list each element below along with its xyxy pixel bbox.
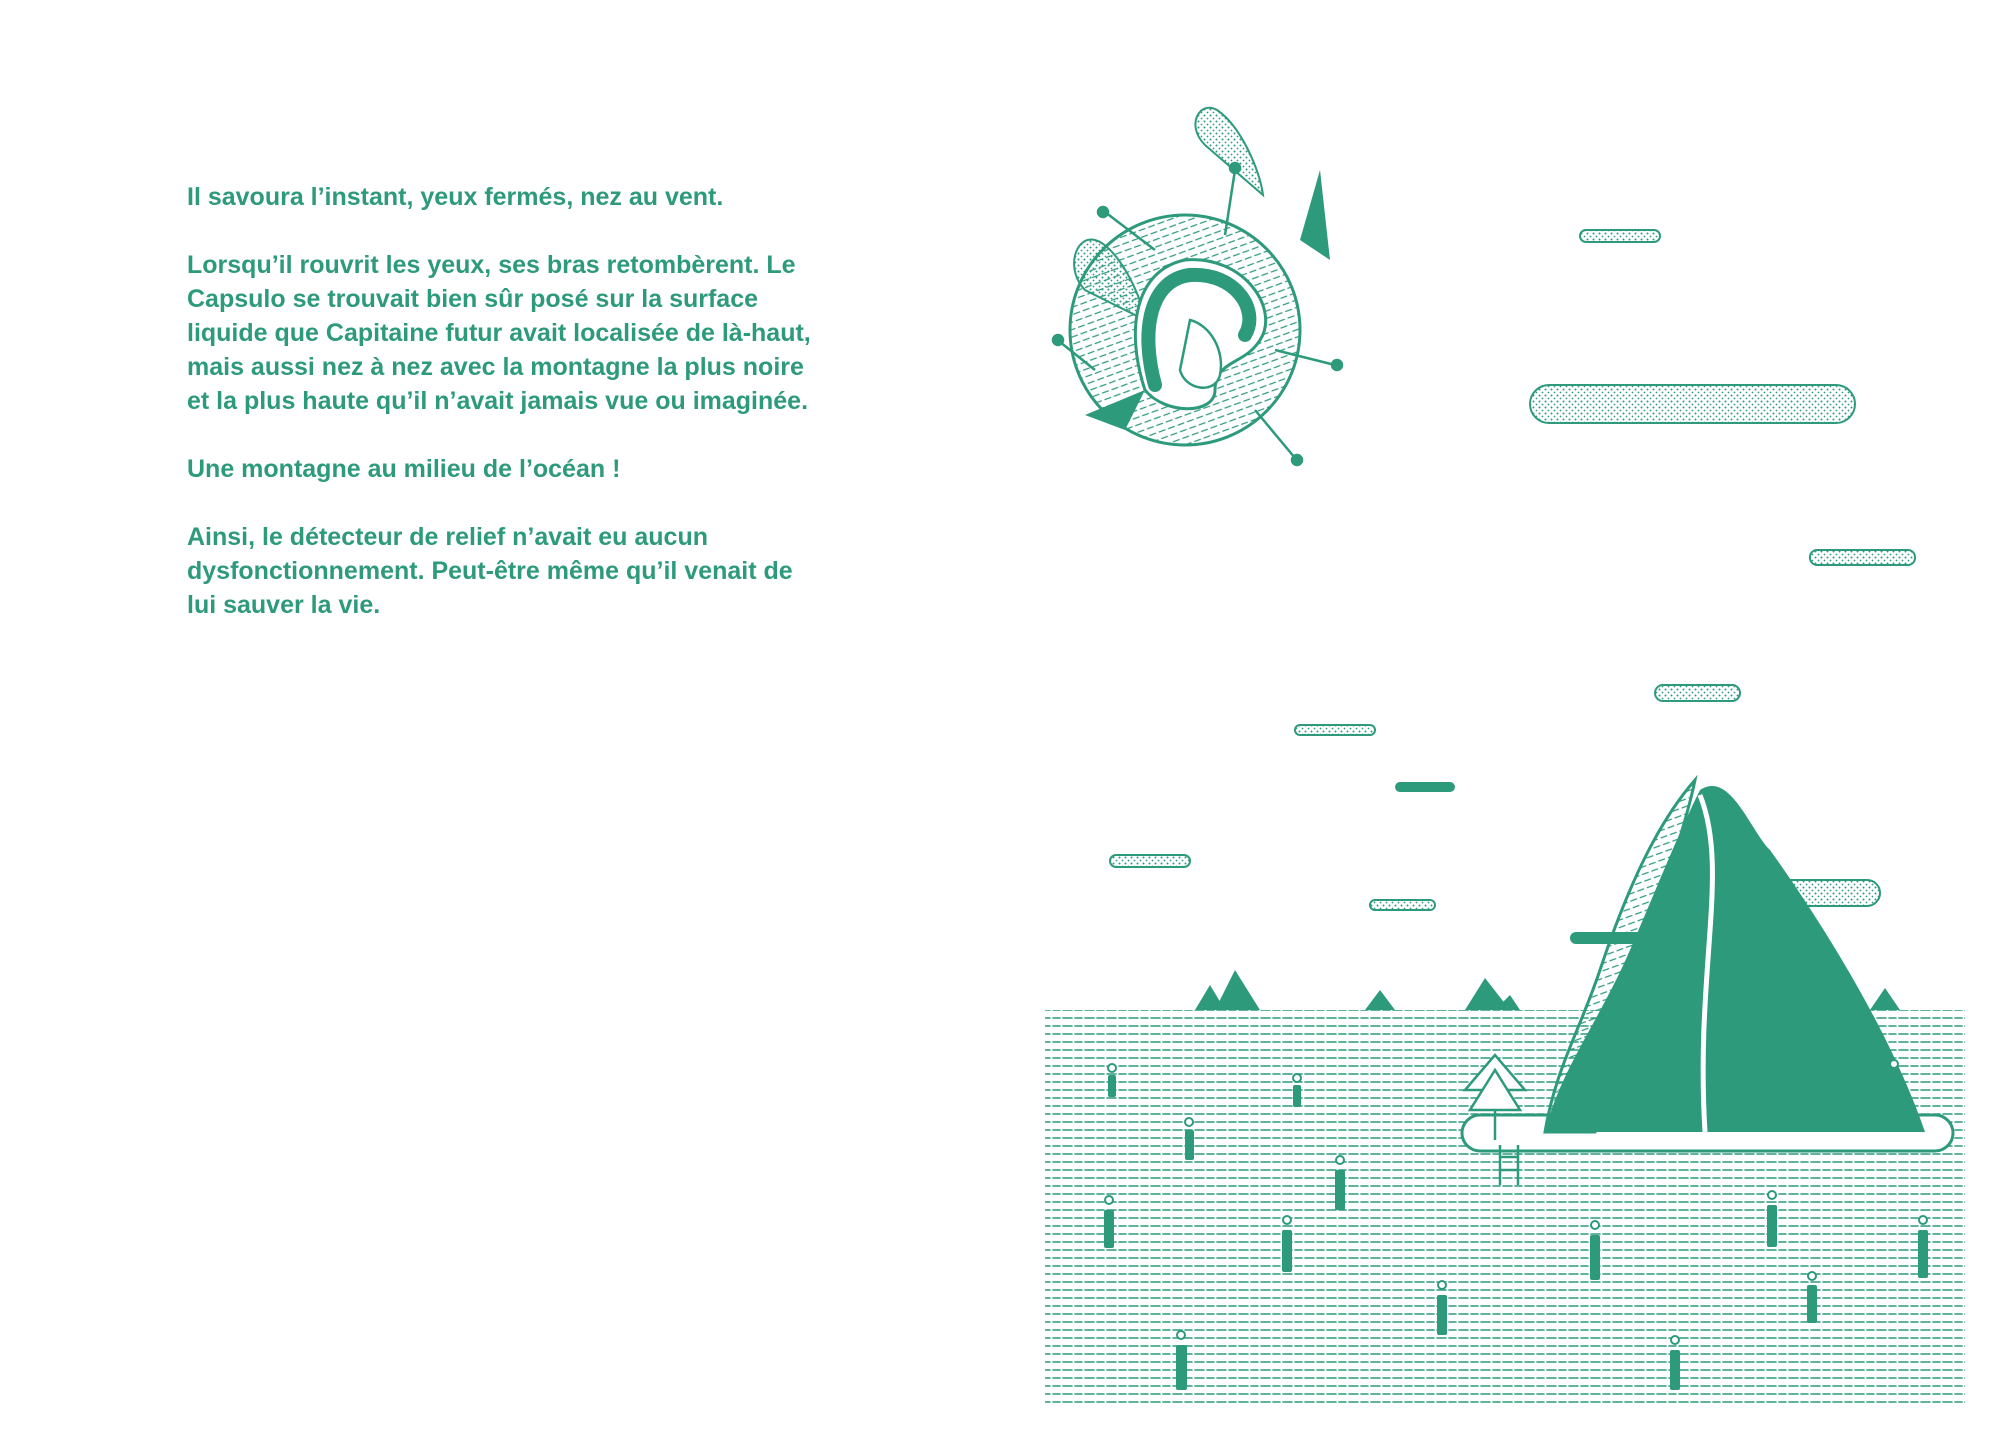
paragraph-3: Une montagne au milieu de l’océan ! bbox=[187, 455, 621, 483]
paragraph-4: Ainsi, le détecteur de relief n’avait eu aucun dysfonctionnement. Peut-être même qu’il venait de lui sauver la vie. bbox=[187, 523, 793, 619]
capsule-icon bbox=[1053, 108, 1342, 465]
paragraph-1: Il savoura l’instant, yeux fermés, nez au vent. bbox=[187, 183, 724, 211]
illustration bbox=[1040, 70, 1970, 1410]
mountain-icon bbox=[1545, 780, 1925, 1132]
paragraph-2: Lorsqu’il rouvrit les yeux, ses bras retombèrent. Le Capsulo se trouvait bien sûr posé sur la surface liquide que Capitaine futur avait localisée de là-haut, mais aussi nez à nez avec la montagne la plus noire et la plus haute qu’il n’avait jamais vue ou imaginée. bbox=[187, 251, 811, 415]
exhaust-plume bbox=[1195, 108, 1263, 195]
story-text bbox=[187, 180, 827, 656]
